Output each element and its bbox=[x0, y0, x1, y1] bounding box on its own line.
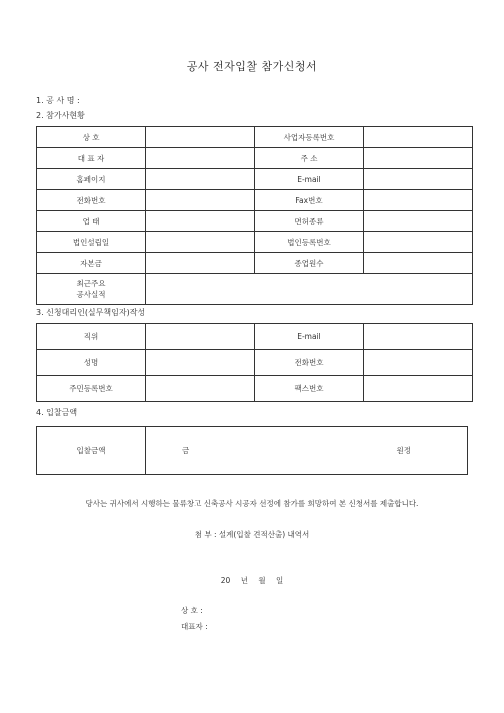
table-row bbox=[37, 148, 473, 169]
cell-label: 성명 bbox=[37, 350, 146, 376]
cell-value[interactable] bbox=[146, 148, 255, 169]
cell-label: E-mail bbox=[255, 324, 364, 350]
cell-label: 자본금 bbox=[37, 253, 146, 274]
cell-value[interactable] bbox=[146, 190, 255, 211]
cell-value-recent-work[interactable] bbox=[146, 274, 473, 305]
table-row bbox=[37, 376, 473, 402]
cell-value[interactable] bbox=[364, 232, 473, 253]
cell-label: 법인설립일 bbox=[37, 232, 146, 253]
company-name-label: 상 호 : bbox=[181, 606, 203, 615]
cell-label-recent-work bbox=[37, 274, 146, 305]
cell-label: 업 태 bbox=[37, 211, 146, 232]
table-row bbox=[37, 350, 473, 376]
cell-value[interactable] bbox=[364, 190, 473, 211]
cell-value[interactable] bbox=[146, 232, 255, 253]
recent-work-line-2: 공사실적 bbox=[76, 290, 106, 299]
section-agent: 3. 신청대리인(실무책임자)작성 bbox=[36, 308, 146, 317]
cell-value[interactable] bbox=[146, 169, 255, 190]
cell-value[interactable] bbox=[364, 253, 473, 274]
bid-suffix: 원정 bbox=[396, 446, 411, 455]
cell-value[interactable] bbox=[364, 148, 473, 169]
table-row bbox=[37, 127, 473, 148]
cell-label: 주민등록번호 bbox=[37, 376, 146, 402]
cell-label: 사업자등록번호 bbox=[255, 127, 364, 148]
participant-table bbox=[36, 126, 473, 305]
section-participant-status: 2. 참가사현황 bbox=[36, 111, 85, 120]
document-title: 공사 전자입찰 참가신청서 bbox=[186, 60, 318, 73]
date-line: 20 년 월 일 bbox=[220, 576, 284, 585]
cell-value[interactable] bbox=[146, 324, 255, 350]
cell-value[interactable] bbox=[146, 127, 255, 148]
representative-label: 대표자 : bbox=[181, 622, 208, 631]
cell-label: 종업원수 bbox=[255, 253, 364, 274]
table-row bbox=[37, 427, 468, 475]
bid-prefix: 금 bbox=[182, 446, 190, 455]
table-row bbox=[37, 324, 473, 350]
cell-value[interactable] bbox=[364, 350, 473, 376]
attachment-line: 첨 부 : 설계(입찰 견적산출) 내역서 bbox=[194, 530, 310, 539]
cell-value[interactable] bbox=[146, 376, 255, 402]
cell-label: E-mail bbox=[255, 169, 364, 190]
cell-value[interactable] bbox=[146, 253, 255, 274]
table-row bbox=[37, 169, 473, 190]
cell-label: 전화번호 bbox=[255, 350, 364, 376]
cell-value[interactable] bbox=[364, 376, 473, 402]
cell-label: 대 표 자 bbox=[37, 148, 146, 169]
cell-label: 법인등록번호 bbox=[255, 232, 364, 253]
cell-value[interactable] bbox=[364, 127, 473, 148]
cell-label: 주 소 bbox=[255, 148, 364, 169]
application-statement: 당사는 귀사에서 시행하는 물류창고 신축공사 시공자 선정에 참가를 희망하여 본 신청서를 제출합니다. bbox=[85, 499, 419, 508]
bid-table bbox=[36, 426, 468, 475]
cell-label: 홈페이지 bbox=[37, 169, 146, 190]
section-project-name: 1. 공 사 명 : bbox=[36, 96, 80, 105]
table-row bbox=[37, 274, 473, 305]
table-row bbox=[37, 253, 473, 274]
cell-value[interactable] bbox=[364, 211, 473, 232]
cell-label: 전화번호 bbox=[37, 190, 146, 211]
bid-amount-field[interactable] bbox=[146, 427, 468, 475]
table-row bbox=[37, 190, 473, 211]
cell-value[interactable] bbox=[146, 211, 255, 232]
agent-table bbox=[36, 323, 473, 402]
table-row bbox=[37, 232, 473, 253]
table-row bbox=[37, 211, 473, 232]
bid-label: 입찰금액 bbox=[37, 427, 146, 475]
section-bid-amount: 4. 입찰금액 bbox=[36, 408, 78, 417]
cell-label: 팩스번호 bbox=[255, 376, 364, 402]
recent-work-line-1: 최근주요 bbox=[76, 279, 106, 288]
cell-label: Fax번호 bbox=[255, 190, 364, 211]
cell-value[interactable] bbox=[364, 169, 473, 190]
cell-label: 상 호 bbox=[37, 127, 146, 148]
cell-label: 면허종류 bbox=[255, 211, 364, 232]
cell-label: 직위 bbox=[37, 324, 146, 350]
cell-value[interactable] bbox=[146, 350, 255, 376]
cell-value[interactable] bbox=[364, 324, 473, 350]
